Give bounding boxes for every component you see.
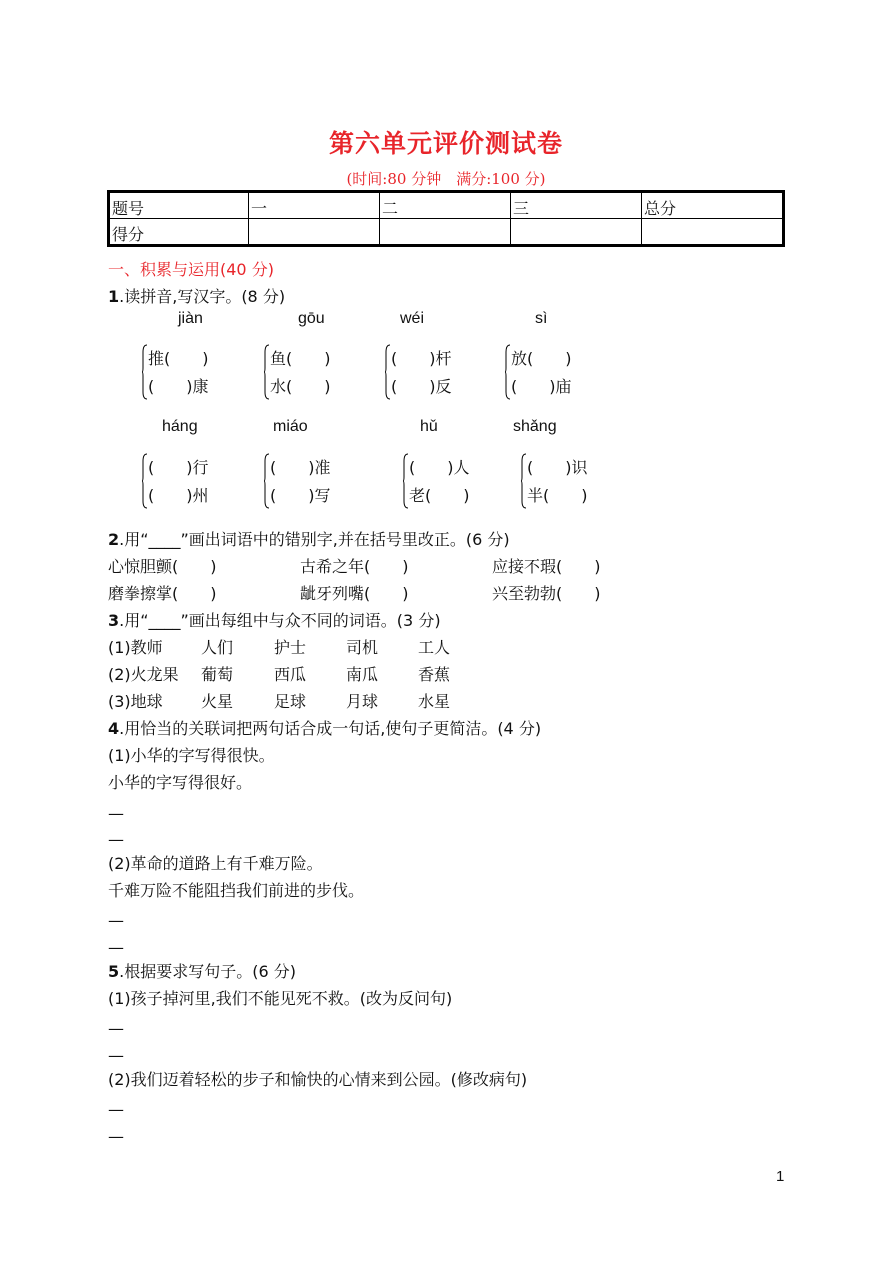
char-blank[interactable]: ( )庙 bbox=[511, 377, 572, 396]
char-group bbox=[505, 344, 615, 404]
question-text: .用“____”画出词语中的错别字,并在括号里改正。(6 分) bbox=[119, 530, 510, 549]
word-option[interactable]: 月球 bbox=[346, 692, 379, 711]
answer-line[interactable]: — bbox=[108, 1046, 124, 1065]
answer-line[interactable]: — bbox=[108, 1019, 124, 1038]
score-header-cell: 总分 bbox=[642, 192, 784, 219]
page-subtitle: (时间:80 分钟 满分:100 分) bbox=[346, 170, 546, 188]
question-text: .用“____”画出每组中与众不同的词语。(3 分) bbox=[119, 611, 441, 630]
char-blank[interactable]: 水( ) bbox=[270, 377, 331, 396]
page-title: 第六单元评价测试卷 bbox=[328, 129, 563, 158]
page-number: 1 bbox=[776, 1168, 785, 1185]
sentence: 千难万险不能阻挡我们前进的步伐。 bbox=[108, 881, 365, 900]
word-option[interactable]: 足球 bbox=[274, 692, 307, 711]
score-cell[interactable] bbox=[642, 219, 784, 246]
question-1 bbox=[108, 284, 285, 307]
word-option[interactable]: (2)火龙果 bbox=[108, 665, 179, 684]
word-option[interactable]: 火星 bbox=[201, 692, 234, 711]
char-blank[interactable]: 推( ) bbox=[148, 349, 209, 368]
char-group bbox=[521, 453, 631, 513]
correction-item[interactable]: 应接不瑕( ) bbox=[492, 557, 601, 576]
word-option[interactable]: 西瓜 bbox=[274, 665, 307, 684]
word-option[interactable]: 香蕉 bbox=[418, 665, 451, 684]
char-group bbox=[142, 344, 252, 404]
question-text: .根据要求写句子。(6 分) bbox=[119, 962, 296, 981]
question-text: .读拼音,写汉字。(8 分) bbox=[119, 287, 286, 306]
word-option[interactable]: (1)教师 bbox=[108, 638, 163, 657]
pinyin: hǔ bbox=[420, 418, 438, 435]
char-blank[interactable]: ( )识 bbox=[527, 458, 588, 477]
sentence: (2)革命的道路上有千难万险。 bbox=[108, 854, 323, 873]
char-group bbox=[142, 453, 252, 513]
correction-item[interactable]: 古希之年( ) bbox=[300, 557, 409, 576]
char-blank[interactable]: 放( ) bbox=[511, 349, 572, 368]
pinyin: wéi bbox=[400, 310, 425, 327]
char-group bbox=[385, 344, 495, 404]
correction-item[interactable]: 心惊胆颤( ) bbox=[108, 557, 217, 576]
score-cell[interactable] bbox=[380, 219, 511, 246]
pinyin: sì bbox=[535, 310, 548, 327]
answer-line[interactable]: — bbox=[108, 1127, 124, 1146]
answer-line[interactable]: — bbox=[108, 1100, 124, 1119]
pinyin: shǎng bbox=[513, 418, 557, 435]
question-number: 1 bbox=[108, 287, 120, 306]
question-text: .用恰当的关联词把两句话合成一句话,使句子更简洁。(4 分) bbox=[119, 719, 542, 738]
char-blank[interactable]: 老( ) bbox=[409, 486, 470, 505]
pinyin: miáo bbox=[273, 418, 308, 435]
answer-line[interactable]: — bbox=[108, 911, 124, 930]
question-3 bbox=[108, 608, 441, 631]
char-blank[interactable]: ( )反 bbox=[391, 377, 452, 396]
correction-item[interactable]: 龇牙列嘴( ) bbox=[300, 584, 409, 603]
answer-line[interactable]: — bbox=[108, 804, 124, 823]
sentence: 小华的字写得很好。 bbox=[108, 773, 253, 792]
score-cell[interactable] bbox=[249, 219, 380, 246]
char-blank[interactable]: 半( ) bbox=[527, 486, 588, 505]
question-number: 5 bbox=[108, 962, 120, 981]
question-number: 4 bbox=[108, 719, 120, 738]
word-option[interactable]: (3)地球 bbox=[108, 692, 163, 711]
question-number: 3 bbox=[108, 611, 120, 630]
correction-item[interactable]: 兴至勃勃( ) bbox=[492, 584, 601, 603]
word-option[interactable]: 葡萄 bbox=[201, 665, 234, 684]
char-blank[interactable]: ( )写 bbox=[270, 486, 331, 505]
char-group bbox=[403, 453, 513, 513]
question-5 bbox=[108, 959, 296, 982]
question-number: 2 bbox=[108, 530, 120, 549]
score-table bbox=[107, 190, 785, 247]
sentence: (1)孩子掉河里,我们不能见死不救。(改为反问句) bbox=[108, 989, 453, 1008]
pinyin: gōu bbox=[298, 310, 325, 327]
sentence: (1)小华的字写得很快。 bbox=[108, 746, 275, 765]
word-option[interactable]: 水星 bbox=[418, 692, 451, 711]
word-option[interactable]: 司机 bbox=[346, 638, 379, 657]
pinyin: jiàn bbox=[178, 310, 203, 327]
word-option[interactable]: 南瓜 bbox=[346, 665, 379, 684]
score-header-cell: 三 bbox=[511, 192, 642, 219]
score-table-score-row bbox=[109, 219, 784, 246]
correction-item[interactable]: 磨拳擦掌( ) bbox=[108, 584, 217, 603]
pinyin: háng bbox=[162, 418, 198, 435]
word-option[interactable]: 工人 bbox=[418, 638, 451, 657]
question-4 bbox=[108, 716, 541, 739]
char-blank[interactable]: ( )准 bbox=[270, 458, 331, 477]
answer-line[interactable]: — bbox=[108, 938, 124, 957]
word-option[interactable]: 人们 bbox=[201, 638, 234, 657]
char-blank[interactable]: ( )行 bbox=[148, 458, 209, 477]
word-option[interactable]: 护士 bbox=[274, 638, 307, 657]
char-blank[interactable]: ( )人 bbox=[409, 458, 470, 477]
char-blank[interactable]: 鱼( ) bbox=[270, 349, 331, 368]
question-2 bbox=[108, 527, 510, 550]
score-header-cell: 二 bbox=[380, 192, 511, 219]
answer-line[interactable]: — bbox=[108, 830, 124, 849]
score-row-label: 得分 bbox=[109, 219, 249, 246]
char-blank[interactable]: ( )杆 bbox=[391, 349, 452, 368]
section-heading: 一、积累与运用(40 分) bbox=[108, 260, 274, 279]
score-header-cell: 一 bbox=[249, 192, 380, 219]
char-blank[interactable]: ( )州 bbox=[148, 486, 209, 505]
sentence: (2)我们迈着轻松的步子和愉快的心情来到公园。(修改病句) bbox=[108, 1070, 528, 1089]
score-table-header-row bbox=[109, 192, 784, 219]
score-cell[interactable] bbox=[511, 219, 642, 246]
char-group bbox=[264, 453, 374, 513]
score-header-cell: 题号 bbox=[109, 192, 249, 219]
char-group bbox=[264, 344, 374, 404]
char-blank[interactable]: ( )康 bbox=[148, 377, 209, 396]
